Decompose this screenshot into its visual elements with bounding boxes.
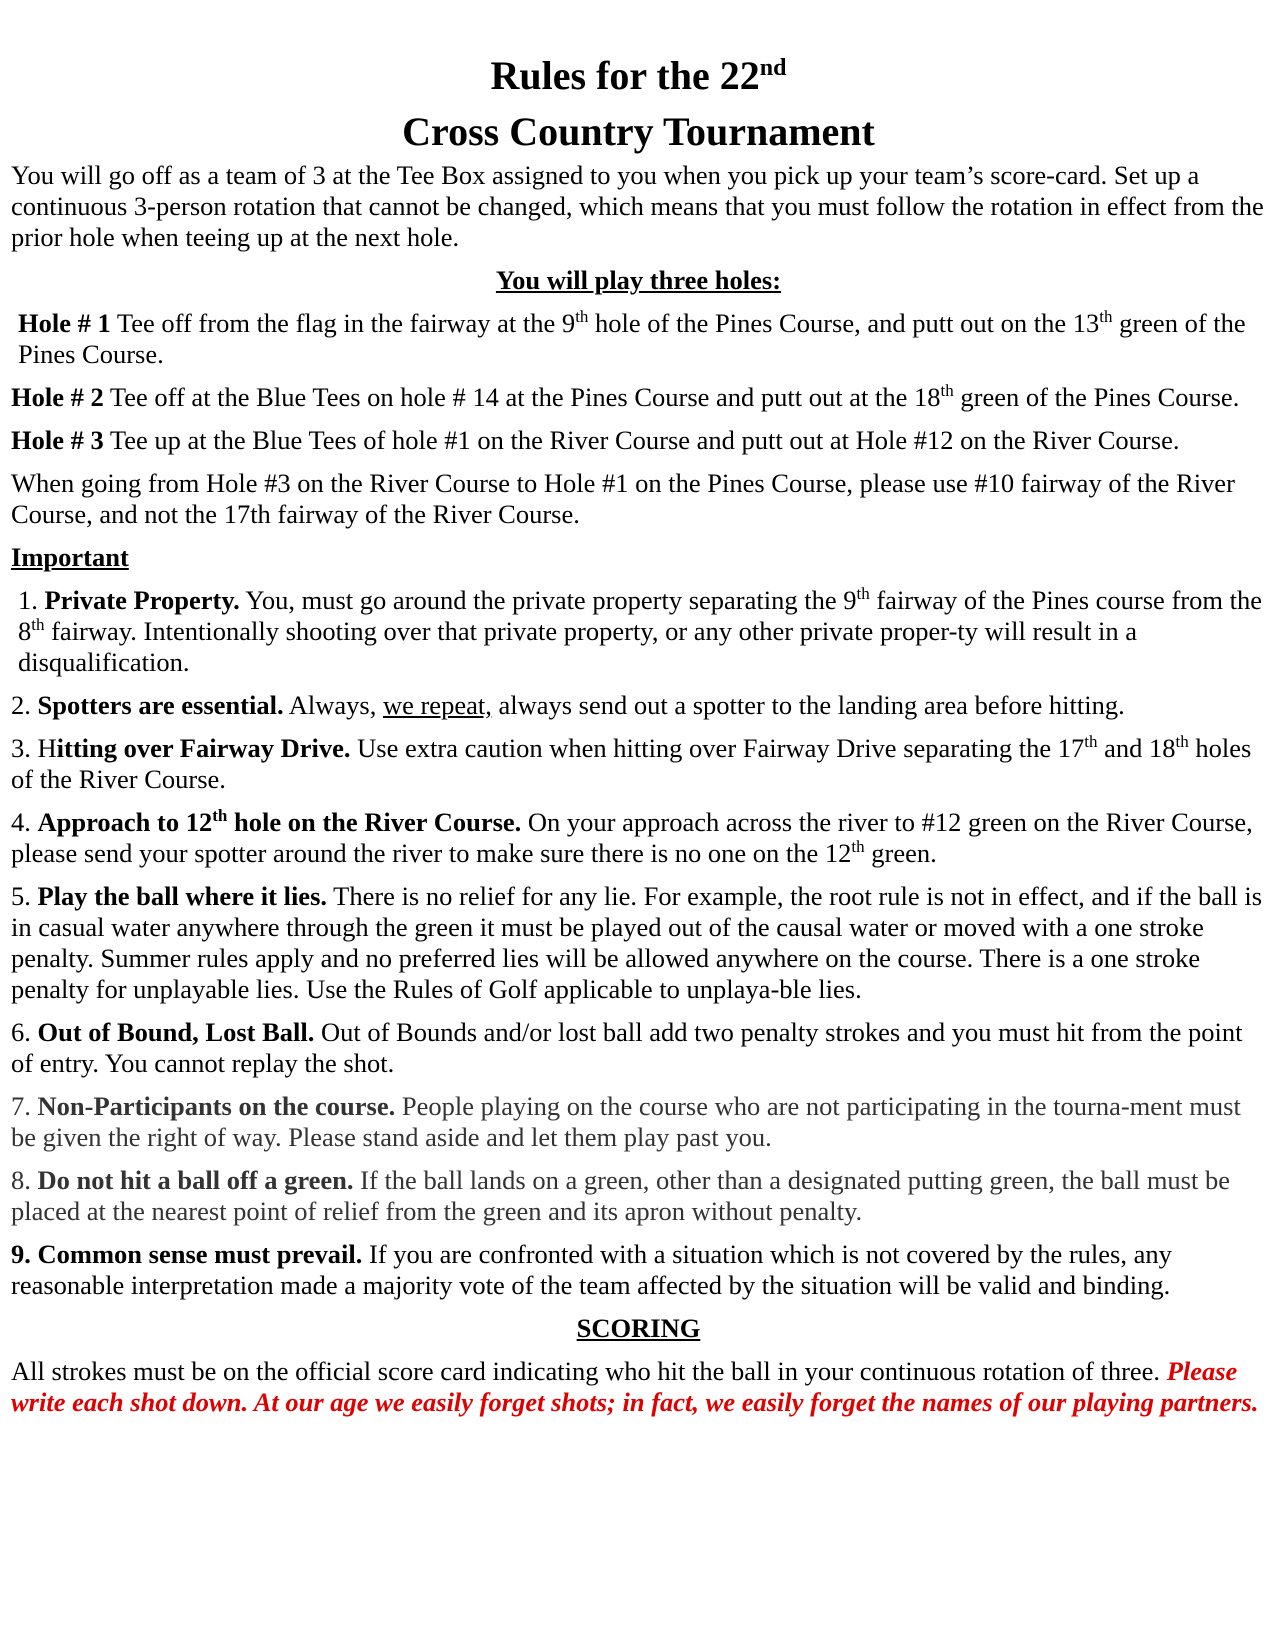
title-line-1: Rules for the 22	[490, 53, 760, 98]
hole-1: Hole # 1 Tee off from the flag in the fairway at the 9th hole of the Pines Course, and putt out on the 13th green of the Pines Course.	[18, 307, 1246, 369]
rule-1-title: Private Property.	[44, 585, 240, 615]
rule-7: 7. Non-Participants on the course. People playing on the course who are not participating in the tourna-ment must be given the right of way. Please stand aside and let them play past you.	[11, 1091, 1241, 1152]
rule-4-title: Approach to 12th hole on the River Course.	[37, 806, 522, 837]
rule-8-title: Do not hit a ball off a green.	[37, 1165, 354, 1195]
title-line-2: Cross Country Tournament	[402, 109, 875, 154]
rule-5-title: Play the ball where it lies.	[37, 881, 328, 911]
rule-8: 8. Do not hit a ball off a green. If the ball lands on a green, other than a designated putting green, the ball must be placed at the nearest point of relief from the green and its apron without penalty.	[11, 1165, 1230, 1226]
title-superscript: nd	[759, 55, 787, 81]
rule-9-title: Common sense must prevail.	[37, 1239, 363, 1269]
hole-2-label: Hole # 2	[11, 382, 104, 412]
rules-document	[11, 48, 1266, 1418]
rule-3-title: itting over Fairway Drive.	[56, 733, 351, 763]
hole-3-label: Hole # 3	[11, 425, 104, 455]
rule-6-title: Out of Bound, Lost Ball.	[37, 1017, 315, 1047]
scoring-paragraph: All strokes must be on the official score card indicating who hit the ball in your continuous rotation of three. Please write each shot down. At our age we easily forget shots; in fact, we easily forget the names of our playing partners.	[11, 1356, 1259, 1417]
hole-2: Hole # 2 Tee off at the Blue Tees on hole # 14 at the Pines Course and putt out at the 18th green of the Pines Course.	[11, 381, 1240, 412]
transition-note: When going from Hole #3 on the River Course to Hole #1 on the Pines Course, please use #10 fairway of the River Course, and not the 17th fairway of the River Course.	[11, 468, 1235, 529]
hole-1-label: Hole # 1	[18, 308, 111, 338]
rule-3: 3. Hitting over Fairway Drive. Use extra caution when hitting over Fairway Drive separating the 17th and 18th holes of the River Course.	[11, 732, 1252, 794]
scoring-heading: SCORING	[576, 1313, 701, 1343]
holes-heading: You will play three holes:	[495, 265, 782, 295]
rule-6: 6. Out of Bound, Lost Ball. Out of Bounds and/or lost ball add two penalty strokes and you must hit from the point of entry. You cannot replay the shot.	[11, 1017, 1243, 1078]
rule-5: 5. Play the ball where it lies. There is no relief for any lie. For example, the root rule is not in effect, and if the ball is in casual water anywhere through the green it must be played out of the causal water or moved with a one stroke penalty. Summer rules apply and no preferred lies will be allowed anywhere on the course. There is a one stroke penalty for unplayable lies. Use the Rules of Golf applicable to unplaya-ble lies.	[11, 881, 1263, 1004]
important-heading: Important	[11, 542, 129, 572]
intro-paragraph: You will go off as a team of 3 at the Tee Box assigned to you when you pick up your team’s score-card. Set up a continuous 3-person rotation that cannot be changed, which means that you must follow the rotation in effect from the prior hole when teeing up at the next hole.	[11, 160, 1264, 252]
document-title	[11, 48, 1266, 160]
scoring-red-note: Please write each shot down. At our age we easily forget shots; in fact, we easily forget the names of our playing partners.	[11, 1356, 1259, 1417]
rule-1: 1. Private Property. You, must go around the private property separating the 9th fairway of the Pines course from the 8th fairway. Intentionally shooting over that private property, or any other private proper-ty will result in a disqualification.	[18, 584, 1262, 677]
rule-2-title: Spotters are essential.	[37, 690, 284, 720]
rule-4: 4. Approach to 12th hole on the River Course. On your approach across the river to #12 green on the River Course, please send your spotter around the river to make sure there is no one on the 12th green.	[11, 806, 1253, 868]
hole-3: Hole # 3 Tee up at the Blue Tees of hole #1 on the River Course and putt out at Hole #12 on the River Course.	[11, 425, 1180, 455]
rule-2: 2. Spotters are essential. Always, we repeat, always send out a spotter to the landing area before hitting.	[11, 690, 1125, 720]
rule-7-title: Non-Participants on the course.	[37, 1091, 396, 1121]
rule-9: 9. Common sense must prevail. If you are confronted with a situation which is not covered by the rules, any reasonable interpretation made a majority vote of the team affected by the situation will be valid and binding.	[11, 1239, 1172, 1300]
